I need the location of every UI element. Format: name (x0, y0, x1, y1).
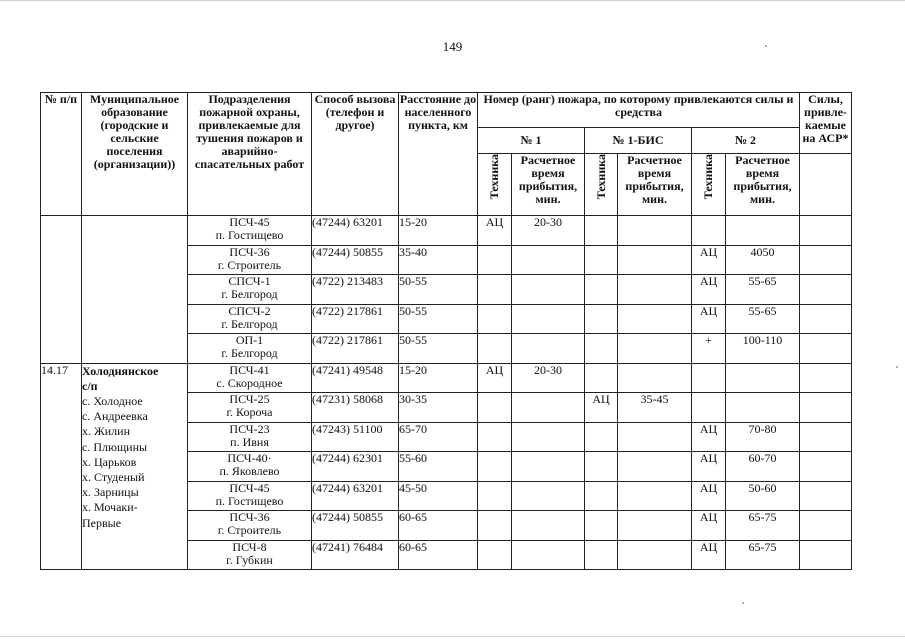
asr-cell (800, 363, 852, 393)
settlement-item: с. Холодное (82, 393, 143, 408)
distance-cell: 60-65 (399, 511, 478, 541)
asr-cell (800, 511, 852, 541)
rank1bis-arrival (618, 334, 692, 364)
asr-cell (800, 216, 852, 246)
header-asr-blank (800, 154, 852, 216)
settlement-item: х. Мочаки- (82, 500, 138, 515)
rank1bis-arrival (618, 511, 692, 541)
header-asr: Силы, привле-каемые на АСР* (800, 93, 852, 154)
rank1bis-arrival (618, 481, 692, 511)
phone-cell: (4722) 217861 (312, 304, 399, 334)
header-units: Подразделения пожарной охраны, привлекаемые для тушения пожаров и аварийно-спасательных работ (188, 93, 312, 216)
unit-name: ПСЧ-36 (229, 245, 270, 259)
unit-cell (188, 540, 312, 570)
municipality-cell (82, 216, 188, 364)
unit-name: ПСЧ-8 (232, 540, 267, 554)
phone-cell: (47244) 63201 (312, 481, 399, 511)
rank1-arrival (512, 334, 585, 364)
unit-name: ПСЧ-45 (229, 215, 270, 229)
header-arrival-1: Расчетное время прибытия, мин. (512, 154, 585, 216)
distance-cell: 60-65 (399, 540, 478, 570)
header-rank-2: № 2 (692, 128, 800, 154)
unit-cell (188, 245, 312, 275)
rank1bis-arrival (618, 304, 692, 334)
rank1-equipment (478, 422, 512, 452)
unit-cell (188, 452, 312, 482)
phone-cell: (4722) 217861 (312, 334, 399, 364)
settlement-item: с. Андреевка (82, 409, 148, 424)
asr-cell (800, 540, 852, 570)
distance-cell: 45-50 (399, 481, 478, 511)
header-equipment-2: Техника (692, 154, 726, 216)
rank1bis-equipment: АЦ (585, 393, 618, 423)
rank1-equipment: АЦ (478, 216, 512, 246)
rank1-arrival (512, 275, 585, 305)
settlement-item: х. Жилин (82, 424, 131, 439)
header-rank-1bis: № 1-БИС (585, 128, 692, 154)
asr-cell (800, 334, 852, 364)
rank2-equipment: АЦ (692, 275, 726, 305)
asr-cell (800, 481, 852, 511)
rank1bis-equipment (585, 304, 618, 334)
rank2-arrival: 60-70 (726, 452, 800, 482)
rank1bis-equipment (585, 216, 618, 246)
rank1-arrival (512, 422, 585, 452)
header-equipment-1: Техника (478, 154, 512, 216)
header-call-method: Способ вызова (телефон и другое) (312, 93, 399, 216)
rank1-arrival: 20-30 (512, 216, 585, 246)
unit-name: ПСЧ-45 (229, 481, 270, 495)
distance-cell: 30-35 (399, 393, 478, 423)
unit-location: г. Губкин (226, 552, 273, 567)
rank1bis-arrival (618, 363, 692, 393)
distance-cell: 65-70 (399, 422, 478, 452)
rank2-arrival: 65-75 (726, 511, 800, 541)
page-number: 149 (442, 39, 463, 54)
rank1-arrival (512, 452, 585, 482)
rank1bis-equipment (585, 363, 618, 393)
unit-name: ПСЧ-25 (229, 392, 270, 406)
group-number: 14.17 (41, 363, 82, 570)
rank1bis-arrival (618, 275, 692, 305)
rank1-arrival (512, 481, 585, 511)
rank2-arrival (726, 216, 800, 246)
asr-cell (800, 452, 852, 482)
settlement-item: с. Плющины (82, 439, 148, 454)
fire-forces-table (40, 92, 852, 570)
asr-cell (800, 245, 852, 275)
unit-cell (188, 363, 312, 393)
unit-name: ПСЧ-23 (229, 422, 270, 436)
unit-name: ПСЧ-40· (227, 451, 272, 465)
unit-location: п. Яковлево (219, 464, 280, 478)
header-rank-group: Номер (ранг) пожара, по которому привлекаются силы и средства (478, 93, 800, 128)
rank1bis-equipment (585, 511, 618, 541)
rank1bis-equipment (585, 275, 618, 305)
rank1-arrival (512, 540, 585, 570)
unit-cell (188, 422, 312, 452)
rank1-arrival (512, 511, 585, 541)
header-rank-1: № 1 (478, 128, 585, 154)
asr-cell (800, 422, 852, 452)
distance-cell: 15-20 (399, 363, 478, 393)
asr-cell (800, 275, 852, 305)
asr-cell (800, 304, 852, 334)
rank2-equipment: АЦ (692, 511, 726, 541)
unit-cell (188, 481, 312, 511)
unit-name: ПСЧ-36 (229, 510, 270, 524)
unit-location: г. Строитель (217, 257, 282, 272)
header-distance: Расстояние до населенного пункта, км (399, 93, 478, 216)
municipality-type: с/п (82, 378, 98, 393)
rank2-equipment (692, 216, 726, 246)
rank1-equipment: АЦ (478, 363, 512, 393)
rank1bis-arrival (618, 422, 692, 452)
settlement-item: Первые (82, 515, 122, 530)
unit-cell (188, 275, 312, 305)
header-equipment-1bis: Техника (585, 154, 618, 216)
unit-name: СПСЧ-2 (228, 304, 271, 318)
settlement-item: х. Зарницы (82, 485, 139, 500)
unit-cell (188, 393, 312, 423)
phone-cell: (47231) 58068 (312, 393, 399, 423)
unit-cell (188, 334, 312, 364)
unit-location: п. Гостищево (215, 228, 284, 242)
rank1bis-equipment (585, 452, 618, 482)
unit-location: п. Ивня (230, 434, 269, 449)
scan-speck (765, 45, 767, 47)
asr-cell (800, 393, 852, 423)
unit-location: с. Скородное (216, 375, 283, 390)
distance-cell: 35-40 (399, 245, 478, 275)
unit-location: г. Короча (226, 405, 273, 419)
unit-location: п. Гостищево (215, 493, 284, 508)
rank2-arrival: 55-65 (726, 304, 800, 334)
rank1-equipment (478, 304, 512, 334)
rank1bis-arrival (618, 452, 692, 482)
table-row (41, 363, 852, 393)
unit-location: г. Строитель (217, 523, 282, 537)
rank2-equipment: АЦ (692, 245, 726, 275)
header-arrival-2: Расчетное время прибытия, мин. (726, 154, 800, 216)
settlement-item: х. Царьков (82, 454, 137, 469)
scan-artifact-top (0, 0, 905, 1)
rank1-equipment (478, 481, 512, 511)
unit-location: г. Белгород (221, 316, 278, 331)
rank1-arrival (512, 245, 585, 275)
unit-cell (188, 304, 312, 334)
table-row (41, 216, 852, 246)
rank2-equipment: АЦ (692, 481, 726, 511)
municipality-cell (82, 363, 188, 570)
unit-cell (188, 511, 312, 541)
unit-location: г. Белгород (221, 346, 278, 360)
rank1bis-equipment (585, 481, 618, 511)
rank1-equipment (478, 275, 512, 305)
rank2-equipment: АЦ (692, 304, 726, 334)
rank1-equipment (478, 245, 512, 275)
num-cell (41, 216, 82, 364)
rank1-equipment (478, 511, 512, 541)
phone-cell: (47244) 62301 (312, 452, 399, 482)
rank2-equipment: АЦ (692, 422, 726, 452)
phone-cell: (47244) 50855 (312, 245, 399, 275)
rank2-arrival: 4050 (726, 245, 800, 275)
unit-cell (188, 216, 312, 246)
rank2-arrival: 65-75 (726, 540, 800, 570)
municipality-name: Холоднянское (82, 363, 159, 378)
rank1-arrival (512, 304, 585, 334)
distance-cell: 50-55 (399, 275, 478, 305)
rank2-arrival: 70-80 (726, 422, 800, 452)
rank1bis-arrival: 35-45 (618, 393, 692, 423)
rank1-equipment (478, 334, 512, 364)
rank1bis-arrival (618, 216, 692, 246)
rank2-equipment (692, 393, 726, 423)
header-arrival-1bis: Расчетное время прибытия, мин. (618, 154, 692, 216)
rank1bis-arrival (618, 540, 692, 570)
rank2-equipment: АЦ (692, 452, 726, 482)
header-num: № п/п (41, 93, 82, 216)
phone-cell: (47241) 76484 (312, 540, 399, 570)
rank2-arrival: 50-60 (726, 481, 800, 511)
phone-cell: (47244) 63201 (312, 216, 399, 246)
scan-speck (896, 366, 898, 368)
rank1-equipment (478, 540, 512, 570)
rank2-arrival (726, 363, 800, 393)
rank2-equipment (692, 363, 726, 393)
distance-cell: 55-60 (399, 452, 478, 482)
rank2-arrival (726, 393, 800, 423)
rank1-equipment (478, 393, 512, 423)
phone-cell: (47244) 50855 (312, 511, 399, 541)
settlement-item: х. Студеный (82, 469, 145, 484)
rank1bis-equipment (585, 334, 618, 364)
rank1-equipment (478, 452, 512, 482)
rank1bis-equipment (585, 422, 618, 452)
unit-name: ПСЧ-41 (229, 363, 270, 377)
scan-speck (742, 602, 744, 604)
header-municipality: Муниципальное образование (городские и сельские поселения (организации)) (82, 93, 188, 216)
distance-cell: 15-20 (399, 216, 478, 246)
rank1bis-equipment (585, 540, 618, 570)
rank1-arrival: 20-30 (512, 363, 585, 393)
rank2-equipment: АЦ (692, 540, 726, 570)
rank2-arrival: 55-65 (726, 275, 800, 305)
scan-artifact-bottom (0, 636, 905, 637)
phone-cell: (47243) 51100 (312, 422, 399, 452)
rank1-arrival (512, 393, 585, 423)
unit-name: ОП-1 (235, 333, 264, 347)
rank2-equipment: + (692, 334, 726, 364)
rank1bis-equipment (585, 245, 618, 275)
phone-cell: (47241) 49548 (312, 363, 399, 393)
rank1bis-arrival (618, 245, 692, 275)
distance-cell: 50-55 (399, 334, 478, 364)
unit-name: СПСЧ-1 (228, 274, 271, 288)
rank2-arrival: 100-110 (726, 334, 800, 364)
distance-cell: 50-55 (399, 304, 478, 334)
unit-location: г. Белгород (221, 287, 278, 301)
phone-cell: (4722) 213483 (312, 275, 399, 305)
